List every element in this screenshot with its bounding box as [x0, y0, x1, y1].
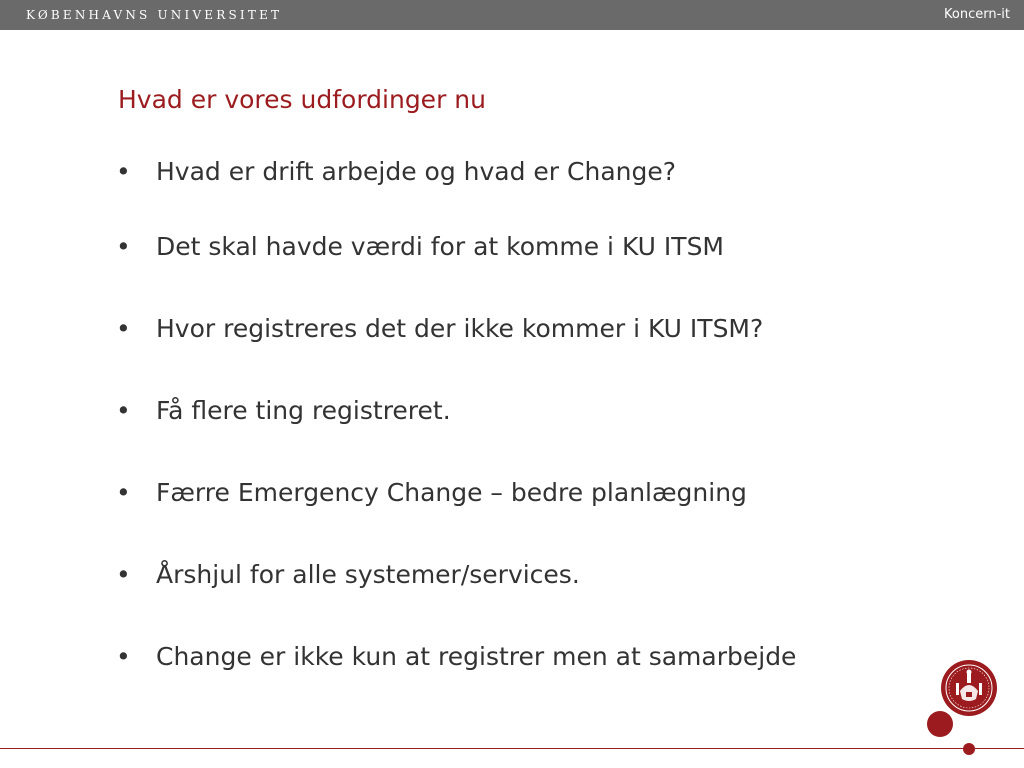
decorative-large-dot	[927, 711, 953, 737]
bullet-text: Årshjul for alle systemer/services.	[156, 560, 580, 589]
bullet-dot: •	[116, 560, 131, 589]
bullet-item	[116, 231, 724, 263]
header-bar	[0, 0, 1024, 30]
bullet-item	[116, 641, 796, 673]
bullet-text: Hvad er drift arbejde og hvad er Change?	[156, 157, 677, 186]
bullet-dot: •	[116, 232, 131, 261]
bullet-item	[116, 477, 747, 509]
bullet-text: Færre Emergency Change – bedre planlægning	[156, 478, 747, 507]
bullet-dot: •	[116, 642, 131, 671]
bullet-item	[116, 395, 451, 427]
bullet-text: Change er ikke kun at registrer men at samarbejde	[156, 642, 797, 671]
bullet-text: Hvor registreres det der ikke kommer i KU ITSM?	[156, 314, 764, 343]
decorative-small-dot	[963, 743, 975, 755]
bullet-text: Det skal havde værdi for at komme i KU ITSM	[156, 232, 725, 261]
bullet-item	[116, 156, 676, 188]
bullet-dot: •	[116, 396, 131, 425]
bullet-text: Få flere ting registreret.	[156, 396, 451, 425]
slide-title: Hvad er vores udfordinger nu	[118, 85, 486, 114]
bullet-dot: •	[116, 314, 131, 343]
bullet-dot: •	[116, 478, 131, 507]
footer-line	[0, 748, 1024, 749]
bullet-item	[116, 313, 763, 345]
department-label: Koncern-it	[944, 7, 1010, 22]
university-name: KØBENHAVNS UNIVERSITET	[26, 8, 283, 22]
bullet-item	[116, 559, 580, 591]
bullet-dot: •	[116, 157, 131, 186]
university-seal-icon	[940, 659, 998, 717]
